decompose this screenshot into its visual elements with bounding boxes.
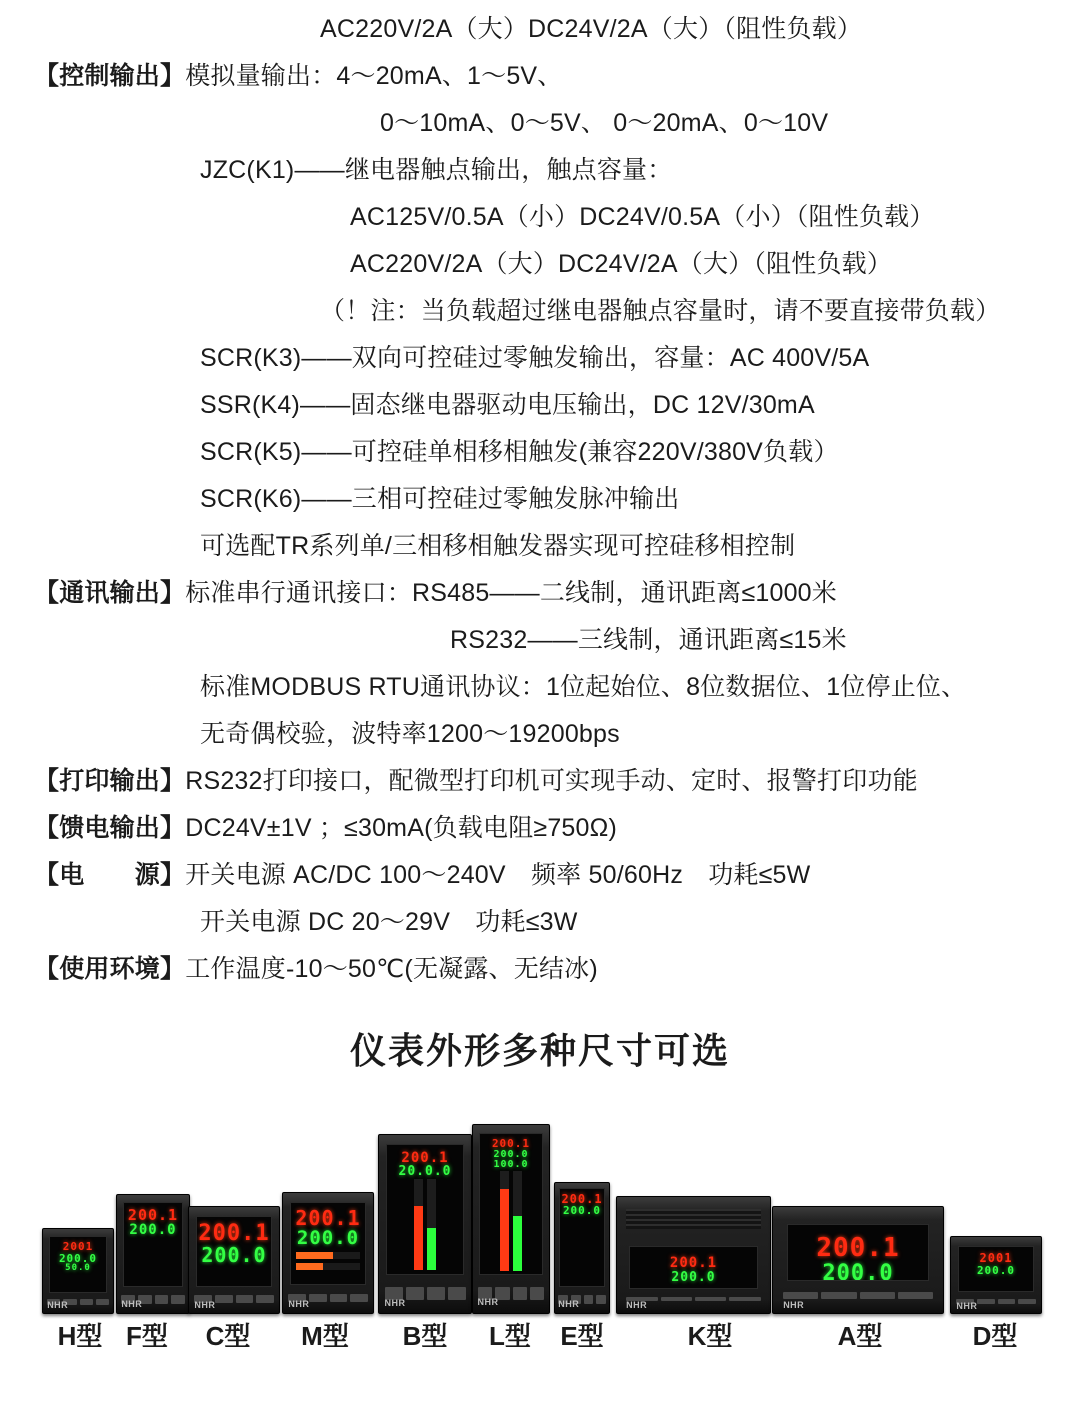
device-readout: 100.0	[493, 1159, 529, 1171]
model-label: E型	[560, 1321, 604, 1351]
brand-mark: NHR	[384, 1297, 406, 1308]
bargraph-column	[513, 1171, 522, 1271]
spec-line	[20, 53, 1060, 100]
device-key[interactable]	[155, 1295, 169, 1304]
spec-line	[20, 852, 1060, 899]
device-screen	[49, 1236, 108, 1293]
spec-line-text: RS232打印接口，配微型打印机可实现手动、定时、报警打印功能	[185, 767, 918, 795]
device-readout: 200.0	[562, 1204, 602, 1218]
model-label: M型	[301, 1321, 349, 1351]
device-key[interactable]	[427, 1287, 445, 1300]
device-key[interactable]	[1018, 1299, 1036, 1305]
device-unit	[472, 1124, 550, 1314]
spec-line	[20, 899, 1060, 946]
device-readout: 200.1	[669, 1255, 718, 1272]
spec-line-list	[20, 6, 1060, 993]
device-readout: 200.1	[198, 1221, 270, 1247]
device-unit	[188, 1206, 280, 1314]
brand-mark: NHR	[626, 1299, 648, 1310]
spec-line	[20, 758, 1060, 805]
device-key[interactable]	[330, 1294, 348, 1303]
section-heading: 仪表外形多种尺寸可选	[349, 1030, 730, 1071]
device-readout: 200.1	[491, 1137, 531, 1151]
spec-line-text: 标准串行通讯接口：RS485——二线制，通讯距离≤1000米	[185, 579, 837, 607]
device-key[interactable]	[406, 1287, 424, 1300]
device-key[interactable]	[513, 1287, 527, 1301]
device-screen	[479, 1133, 543, 1276]
device-screen	[290, 1202, 366, 1285]
device-key[interactable]	[661, 1297, 692, 1301]
model-label: F型	[126, 1321, 168, 1351]
model-label: K型	[687, 1321, 733, 1351]
spec-line-label: 【电 源】	[34, 861, 186, 889]
device-key[interactable]	[695, 1297, 726, 1301]
device-screen	[559, 1188, 604, 1286]
product-lineup-image	[20, 1084, 1060, 1314]
device-readout: 200.0	[58, 1251, 98, 1265]
brand-mark: NHR	[477, 1297, 499, 1308]
device-unit	[554, 1182, 610, 1314]
device-key[interactable]	[171, 1295, 185, 1304]
spec-line-label: 【控制输出】	[34, 62, 186, 90]
device-key[interactable]	[309, 1294, 327, 1303]
device-key[interactable]	[448, 1287, 466, 1300]
device-key[interactable]	[821, 1292, 856, 1299]
spec-line	[20, 194, 1060, 241]
brand-mark: NHR	[47, 1300, 69, 1311]
device-keypad[interactable]	[783, 1288, 933, 1303]
device-readout: 200.0	[671, 1269, 716, 1285]
spec-line-text: AC220V/2A（大）DC24V/2A（大）（阻性负载）	[320, 15, 863, 43]
device-screen	[123, 1202, 184, 1287]
device-unit	[772, 1206, 944, 1314]
spec-line	[20, 476, 1060, 523]
spec-line	[20, 6, 1060, 53]
model-label: D型	[972, 1321, 1018, 1351]
device-readout: 200.1	[295, 1206, 361, 1231]
device-readout: 200.1	[127, 1205, 179, 1224]
device-readout: 200.1	[816, 1233, 900, 1264]
device-screen	[196, 1216, 272, 1287]
spec-line-text: SCR(K6)——三相可控硅过零触发脉冲输出	[200, 485, 680, 513]
device-unit	[282, 1192, 374, 1314]
spec-line-text: SCR(K5)——可控硅单相移相触发(兼容220V/380V负载）	[200, 438, 839, 466]
spec-line-text: SSR(K4)——固态继电器驱动电压输出，DC 12V/30mA	[200, 391, 815, 419]
brand-mark: NHR	[121, 1299, 143, 1310]
spec-line-text: （！注：当负载超过继电器触点容量时，请不要直接带负载）	[320, 297, 1001, 325]
device-readout: 200.0	[976, 1263, 1016, 1277]
device-readout: 200.0	[822, 1261, 894, 1281]
model-label: L型	[489, 1321, 531, 1351]
spec-line	[20, 946, 1060, 993]
spec-line	[20, 711, 1060, 758]
brand-mark: NHR	[288, 1299, 310, 1310]
bargraph-row	[296, 1263, 359, 1270]
spec-line-text: 0～10mA、0～5V、 0～20mA、0～10V	[380, 109, 829, 137]
spec-line-text: 开关电源 DC 20～29V 功耗≤3W	[200, 908, 578, 936]
device-key[interactable]	[898, 1292, 933, 1299]
brand-mark: NHR	[783, 1299, 805, 1310]
spec-line-text: 无奇偶校验，波特率1200～19200bps	[200, 720, 620, 748]
spec-line	[20, 805, 1060, 852]
device-key[interactable]	[530, 1287, 544, 1301]
brand-mark: NHR	[558, 1299, 580, 1310]
bargraph-row	[296, 1252, 359, 1259]
model-label: C型	[205, 1321, 251, 1351]
device-key[interactable]	[783, 1292, 818, 1299]
spec-line	[20, 100, 1060, 147]
device-readout: 50.0	[65, 1263, 91, 1274]
vent-grill	[626, 1209, 761, 1230]
spec-line-text: 模拟量输出：4～20mA、1～5V、	[185, 62, 563, 90]
bargraph-vertical	[484, 1171, 537, 1275]
device-screen	[787, 1224, 930, 1281]
bargraph-column	[414, 1179, 423, 1270]
device-readout: 200.0	[296, 1227, 360, 1250]
device-readout: 200.0	[493, 1148, 529, 1160]
brand-mark: NHR	[956, 1300, 978, 1311]
device-readout: 200.0	[129, 1222, 177, 1239]
spec-line	[20, 241, 1060, 288]
product-model-labels	[20, 1316, 1060, 1368]
model-label: A型	[837, 1321, 883, 1351]
spec-line-text: AC125V/0.5A（小）DC24V/0.5A（小）（阻性负载）	[350, 203, 935, 231]
device-key[interactable]	[860, 1292, 895, 1299]
device-screen	[386, 1144, 463, 1275]
spec-line	[20, 570, 1060, 617]
bargraph-horizontal	[639, 1284, 748, 1289]
device-unit	[616, 1196, 771, 1314]
device-key[interactable]	[236, 1295, 254, 1303]
bargraph-vertical	[393, 1179, 458, 1274]
device-unit	[116, 1194, 190, 1314]
spec-line-text: 开关电源 AC/DC 100～240V 频率 50/60Hz 功耗≤5W	[185, 861, 811, 889]
model-label: B型	[402, 1321, 448, 1351]
device-key[interactable]	[977, 1299, 995, 1305]
spec-line	[20, 523, 1060, 570]
device-readout: 200.0	[201, 1243, 267, 1268]
device-readout: 2001	[979, 1251, 1013, 1266]
device-key[interactable]	[80, 1299, 93, 1305]
spec-line	[20, 147, 1060, 194]
spec-line-text: 工作温度-10～50℃(无凝露、无结冰)	[185, 955, 598, 983]
device-readout: 20.0.0	[398, 1164, 452, 1180]
spec-line-text: RS232——三线制，通讯距离≤15米	[450, 626, 847, 654]
spec-line-text: 可选配TR系列单/三相移相触发器实现可控硅移相控制	[200, 532, 796, 560]
device-readout: 200.1	[401, 1149, 449, 1166]
bargraph-column	[427, 1179, 436, 1270]
device-screen	[958, 1246, 1034, 1292]
model-label: H型	[57, 1321, 103, 1351]
spec-line-text: 标准MODBUS RTU通讯协议：1位起始位、8位数据位、1位停止位、	[200, 673, 967, 701]
spec-line-label: 【馈电输出】	[34, 814, 186, 842]
spec-line	[20, 617, 1060, 664]
bargraph-column	[500, 1171, 509, 1271]
spec-line-text: SCR(K3)——双向可控硅过零触发输出，容量：AC 400V/5A	[200, 344, 870, 372]
spec-line	[20, 429, 1060, 476]
device-screen	[629, 1246, 758, 1289]
spec-line	[20, 664, 1060, 711]
spec-line-text: AC220V/2A（大）DC24V/2A（大）（阻性负载）	[350, 250, 893, 278]
device-key[interactable]	[256, 1295, 274, 1303]
spec-line-label: 【打印输出】	[34, 767, 186, 795]
spec-line	[20, 382, 1060, 429]
device-key[interactable]	[729, 1297, 760, 1301]
device-key[interactable]	[584, 1295, 594, 1305]
brand-mark: NHR	[194, 1299, 216, 1310]
device-unit	[950, 1236, 1042, 1314]
device-readout: 2001	[62, 1240, 94, 1254]
device-unit	[42, 1228, 114, 1314]
device-key[interactable]	[350, 1294, 368, 1303]
device-key[interactable]	[998, 1299, 1016, 1305]
device-key[interactable]	[596, 1295, 606, 1305]
device-unit	[378, 1134, 472, 1314]
spec-line-label: 【使用环境】	[34, 955, 186, 983]
device-readout: 200.1	[561, 1191, 603, 1206]
spec-line	[20, 288, 1060, 335]
spec-line-text: DC24V±1V ；≤30mA(负载电阻≥750Ω)	[185, 814, 618, 842]
spec-line	[20, 335, 1060, 382]
spec-line-label: 【通讯输出】	[34, 579, 186, 607]
device-key[interactable]	[96, 1299, 109, 1305]
device-key[interactable]	[215, 1295, 233, 1303]
bargraph-horizontal	[296, 1249, 359, 1273]
spec-line-text: JZC(K1)——继电器触点输出，触点容量：	[200, 156, 673, 184]
